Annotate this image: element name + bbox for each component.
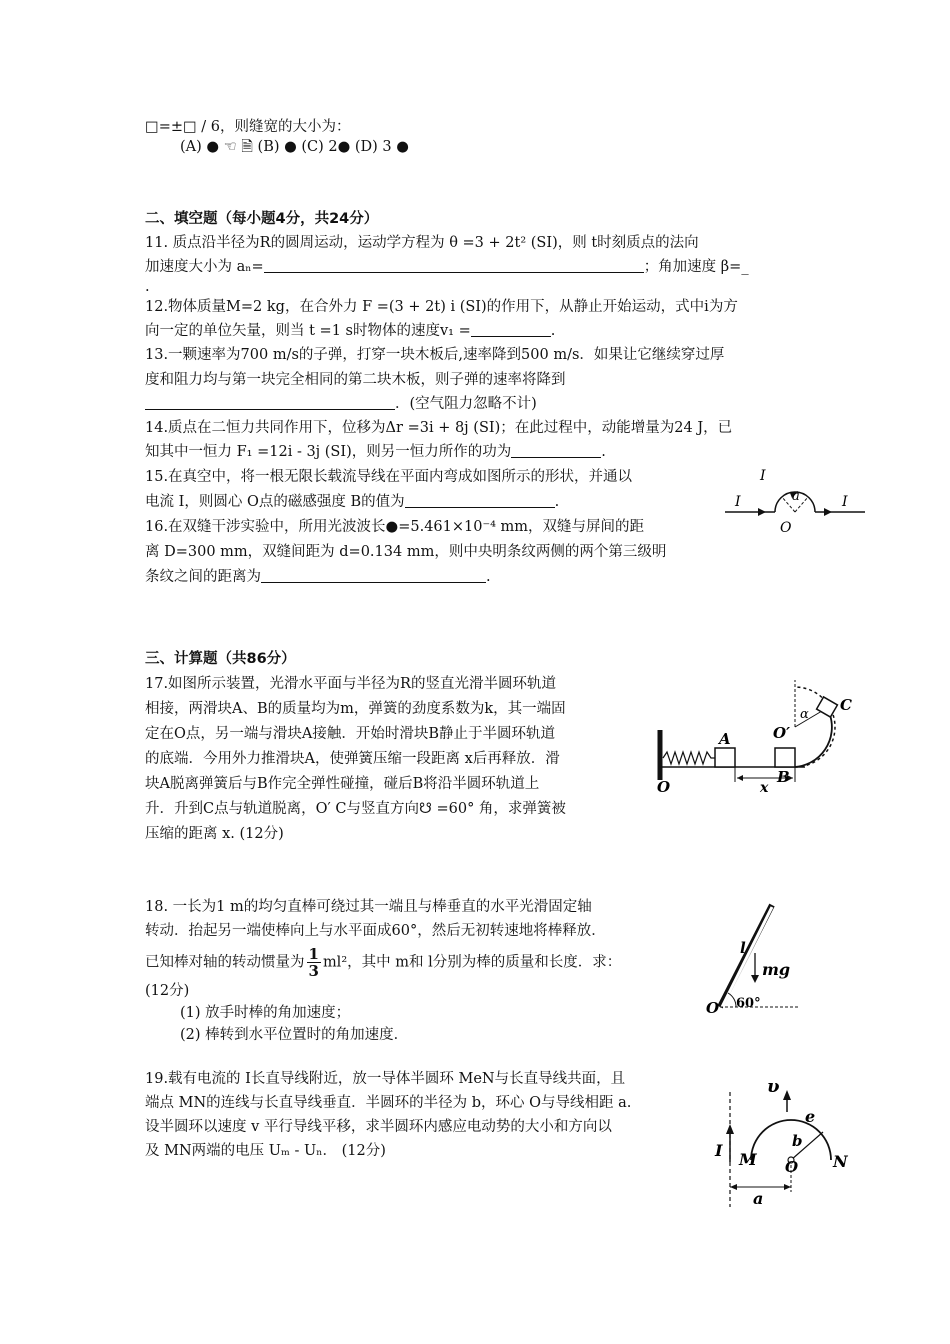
q12-line1: 12.物体质量M=2 kg，在合外力 F =(3 + 2t) i (SI)的作用下，从静止开始运动，式中i为方	[145, 299, 738, 315]
q12-end: .	[550, 323, 556, 339]
q16-line2: 离 D=300 mm，双缝间距为 d=0.134 mm，则中央明条纹两侧的两个第三级明	[145, 544, 667, 560]
fig17-Oprime: O′	[773, 724, 791, 742]
q16-line1: 16.在双缝干涉实验中，所用光波波长●=5.461×10⁻⁴ mm，双缝与屏间的距	[145, 519, 645, 535]
q10-line: □=±□ / 6，则缝宽的大小为：	[145, 119, 351, 135]
q11-blank-an	[264, 258, 644, 273]
fig18-mg: mg	[762, 960, 791, 979]
q11-line1: 11. 质点沿半径为R的圆周运动，运动学方程为 θ =3 + 2t² (SI)，则 t时刻质点的法向	[145, 235, 699, 251]
fig17-B: B	[777, 768, 790, 786]
q18-figure	[700, 895, 810, 1015]
q16-text: 条纹之间的距离为	[145, 569, 261, 585]
fig19-e: e	[805, 1107, 816, 1126]
fig17-alpha: α	[800, 707, 809, 722]
q18-part2: (2) 棒转到水平位置时的角加速度．	[180, 1027, 409, 1043]
q19-line1: 19.载有电流的 I长直导线附近，放一导体半圆环 MeN与长直导线共面，且	[145, 1071, 626, 1087]
q13-line2: 度和阻力均与第一块完全相同的第二块木板，则子弹的速率将降到	[145, 372, 566, 388]
q19-line2: 端点 MN的连线与长直导线垂直．半圆环的半径为 b，环心 O与导线相距 a.	[145, 1095, 632, 1111]
q19-line4: 及 MN两端的电压 Uₘ - Uₙ． (12分)	[145, 1143, 386, 1159]
q14-blank	[511, 443, 601, 458]
fig19-O: O	[785, 1158, 799, 1176]
q17-line5: 块A脱离弹簧后与B作完全弹性碰撞，碰后B将沿半圆环轨道上	[145, 776, 540, 792]
q18-part1: (1) 放手时棒的角加速度；	[180, 1005, 351, 1021]
fig17-O: O	[657, 778, 671, 795]
fig15-I-top: I	[760, 468, 766, 484]
q13-line3	[145, 395, 537, 413]
q16-blank	[261, 568, 486, 583]
q11-text: 加速度大小为 aₙ=	[145, 259, 264, 275]
fig19-v: υ	[767, 1076, 780, 1097]
q17-line2: 相接，两滑块A、B的质量均为m，弹簧的劲度系数为k，其一端固	[145, 701, 566, 717]
fig17-A: A	[719, 730, 731, 748]
fig15-I-left: I	[735, 494, 741, 510]
fig18-l: l	[740, 939, 746, 957]
fig15-O: O	[780, 520, 792, 536]
q19-line3: 设半圆环以速度 v 平行导线平移，求半圆环内感应电动势的大小和方向以	[145, 1119, 612, 1135]
fig18-angle: 60°	[736, 996, 761, 1011]
q15-figure	[720, 460, 870, 540]
q15-blank	[405, 493, 555, 508]
q18-text-post: ml²，其中 m和 l分别为棒的质量和长度．求：	[322, 954, 622, 971]
q13-blank	[145, 395, 395, 410]
q18-line2: 转动．抬起另一端使棒向上与水平面成60°，然后无初转速地将棒释放．	[145, 923, 606, 939]
q14-line2	[145, 443, 606, 461]
section3-heading: 三、计算题（共86分）	[145, 651, 296, 667]
q14-end: .	[601, 444, 606, 460]
fig19-M: M	[739, 1150, 757, 1169]
fig17-x: x	[760, 780, 769, 795]
q18-line3	[145, 946, 621, 978]
q16-end: .	[486, 569, 491, 585]
fig18-O: O	[706, 999, 720, 1015]
q11-line3: .	[145, 279, 150, 295]
q14-text: 知其中一恒力 F₁ =12i - 3j (SI)，则另一恒力所作的功为	[145, 444, 512, 460]
fig17-C: C	[840, 696, 852, 714]
fig19-I: I	[715, 1141, 723, 1160]
q15-end: .	[554, 494, 560, 510]
q15-text: 电流 I，则圆心 O点的磁感强度 B的值为	[145, 494, 405, 510]
fig15-I-right: I	[842, 494, 848, 510]
q17-line1: 17.如图所示装置，光滑水平面与半径为R的竖直光滑半圆环轨道	[145, 676, 556, 692]
q12-line2	[145, 322, 555, 340]
fig15-a: a	[792, 489, 800, 504]
fig19-b: b	[792, 1132, 803, 1150]
q18-frac-num: 1	[308, 945, 319, 963]
fig19-N: N	[833, 1152, 848, 1171]
q17-figure	[655, 670, 865, 795]
q19-figure	[705, 1072, 865, 1212]
q13-line1: 13.一颗速率为700 m/s的子弹，打穿一块木板后,速率降到500 m/s．如果让它继续穿过厚	[145, 347, 725, 363]
q13-text: ．(空气阻力忽略不计)	[395, 396, 537, 412]
q18-frac-den: 3	[308, 962, 319, 980]
q17-line7: 压缩的距离 x. (12分)	[145, 826, 284, 842]
q16-line3	[145, 568, 491, 586]
fig19-a: a	[753, 1189, 764, 1208]
q18-text-pre: 已知棒对轴的转动惯量为	[145, 954, 305, 971]
q14-line1: 14.质点在二恒力共同作用下，位移为Δr =3i + 8j (SI)；在此过程中，动能增量为24 J，已	[145, 420, 733, 436]
q17-line4: 的底端．今用外力推滑块A，使弹簧压缩一段距离 x后再释放．滑	[145, 751, 560, 767]
q17-line3: 定在O点，另一端与滑块A接触．开始时滑块B静止于半圆环轨道	[145, 726, 556, 742]
q17-line6: 升．升到C点与轨道脱离，O′ C与竖直方向☋ =60° 角，求弹簧被	[145, 801, 566, 817]
q11-line2	[145, 258, 749, 276]
q10-options: (A) ● ☜ 🗎 (B) ● (C) 2● (D) 3 ●	[180, 139, 409, 155]
q11-text2: ；角加速度 β=_	[643, 259, 749, 275]
q18-line1: 18. 一长为1 m的均匀直棒可绕过其一端且与棒垂直的水平光滑固定轴	[145, 899, 592, 915]
q18-fraction	[307, 946, 321, 979]
section2-heading: 二、填空题（每小题4分，共24分）	[145, 211, 379, 227]
q12-blank	[471, 322, 551, 337]
q18-line4: (12分)	[145, 983, 190, 999]
q15-line2	[145, 493, 559, 511]
q12-text: 向一定的单位矢量，则当 t =1 s时物体的速度v₁ =	[145, 323, 471, 339]
q15-line1: 15.在真空中，将一根无限长载流导线在平面内弯成如图所示的形状，并通以	[145, 469, 633, 485]
